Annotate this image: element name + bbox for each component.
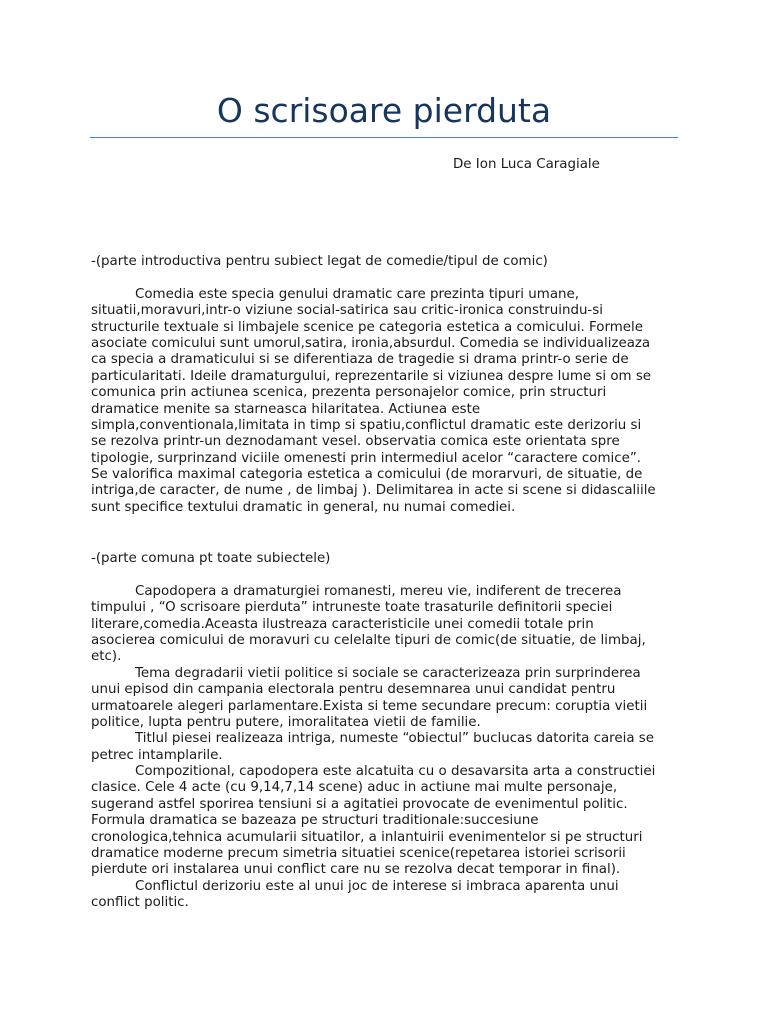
title-underline bbox=[90, 137, 678, 138]
paragraph-line: structurile textuale si limbajele scenice pe categoria estetica a comicului. Formele bbox=[91, 319, 643, 335]
paragraph-line: situatii,moravuri,intr-o viziune social-satirica sau critic-ironica construindu-si bbox=[91, 303, 603, 319]
paragraph-line: ca specia a dramaticului si se diferentiaza de tragedie si drama printr-o serie de bbox=[91, 352, 629, 368]
paragraph-line: particularitati. Ideile dramaturgului, reprezentarile si viziunea despre lume si om se bbox=[91, 368, 652, 384]
paragraph-line: literare,comedia.Aceasta ilustreaza caracteristicile unei comedii totale prin bbox=[91, 616, 594, 632]
paragraph-line: etc). bbox=[91, 649, 122, 665]
paragraph-line: conflict politic. bbox=[91, 895, 189, 911]
paragraph-line: petrec intamplarile. bbox=[91, 747, 223, 763]
paragraph-line: politice, lupta pentru putere, imoralitatea vietii de familie. bbox=[91, 714, 481, 730]
paragraph-line: cronologica,tehnica acumularii situatilor, a inlantuirii evenimentelor si pe structuri bbox=[91, 829, 643, 845]
paragraph-line: dramatice menite sa starneasca hilaritatea. Actiunea este bbox=[91, 401, 481, 417]
paragraph-line: asocierea comicului de moravuri cu celelalte tipuri de comic(de situatie, de limbaj, bbox=[91, 632, 646, 648]
section-heading: -(parte introductiva pentru subiect legat de comedie/tipul de comic) bbox=[91, 254, 548, 269]
paragraph-line: pierdute ori instalarea unui conflict care nu se rezolva decat temporar in final). bbox=[91, 862, 621, 878]
paragraph-line: asociate comicului sunt umorul,satira, ironia,absurdul. Comedia se individualizeaza bbox=[91, 335, 651, 351]
paragraph-line: Conflictul derizoriu este al unui joc de interese si imbraca aparenta unui bbox=[135, 878, 619, 894]
paragraph-line: Comedia este specia genului dramatic care prezinta tipuri umane, bbox=[135, 286, 580, 302]
paragraph-line: Formula dramatica se bazeaza pe structuri traditionale:succesiune bbox=[91, 813, 539, 829]
blank-line bbox=[91, 270, 683, 286]
paragraph-line: dramatice moderne precum simetria situatiei scenice(repetarea istoriei scrisorii bbox=[91, 846, 626, 862]
paragraph-line: Capodopera a dramaturgiei romanesti, mereu vie, indiferent de trecerea bbox=[135, 583, 622, 599]
paragraph-line: Tema degradarii vietii politice si sociale se caracterizeaza prin surprinderea bbox=[135, 665, 641, 681]
paragraph-line: se rezolva printr-un deznodamant vesel. observatia comica este orientata spre bbox=[91, 434, 620, 450]
paragraph-line: tipologie, surprinzand viciile omenesti prin intermediul acelor “caractere comice”. bbox=[91, 450, 642, 466]
section-heading: -(parte comuna pt toate subiectele) bbox=[91, 551, 331, 566]
paragraph-line: comunica prin actiunea scenica, prezenta personajelor comice, prin structuri bbox=[91, 385, 607, 401]
paragraph-line: Se valorifica maximal categoria estetica a comicului (de morarvuri, de situatie, de bbox=[91, 467, 643, 483]
paragraph-line: unui episod din campania electorala pentru desemnarea unui candidat pentru bbox=[91, 682, 616, 698]
document-title: O scrisoare pierduta bbox=[216, 91, 552, 130]
paragraph-line: clasice. Cele 4 acte (cu 9,14,7,14 scene) aduc in actiune mai multe personaje, bbox=[91, 780, 618, 796]
paragraph-line: sunt specifice textului dramatic in general, nu numai comediei. bbox=[91, 499, 516, 515]
paragraph-line: intriga,de caracter, de nume , de limbaj ). Delimitarea in acte si scene si didascaliile bbox=[91, 483, 656, 499]
section-introduction bbox=[91, 254, 683, 516]
paragraph-line: timpului , “O scrisoare pierduta” intruneste toate trasaturile definitorii speciei bbox=[91, 600, 613, 616]
document-author: De Ion Luca Caragiale bbox=[453, 157, 600, 172]
paragraph-line: Titlul piesei realizeaza intriga, numeste “obiectul” buclucas datorita careia se bbox=[135, 731, 654, 747]
blank-line bbox=[91, 567, 683, 583]
section-common bbox=[91, 551, 683, 912]
paragraph-line: Compozitional, capodopera este alcatuita cu o desavarsita arta a constructiei bbox=[135, 764, 656, 780]
paragraph-line: urmatoarele alegeri parlamentare.Exista si teme secundare precum: coruptia vietii bbox=[91, 698, 648, 714]
paragraph-line: sugerand astfel sporirea tensiuni si a agitatiei provocate de evenimentul politic. bbox=[91, 796, 628, 812]
paragraph-line: simpla,conventionala,limitata in timp si spatiu,conflictul dramatic este derizoriu si bbox=[91, 417, 642, 433]
